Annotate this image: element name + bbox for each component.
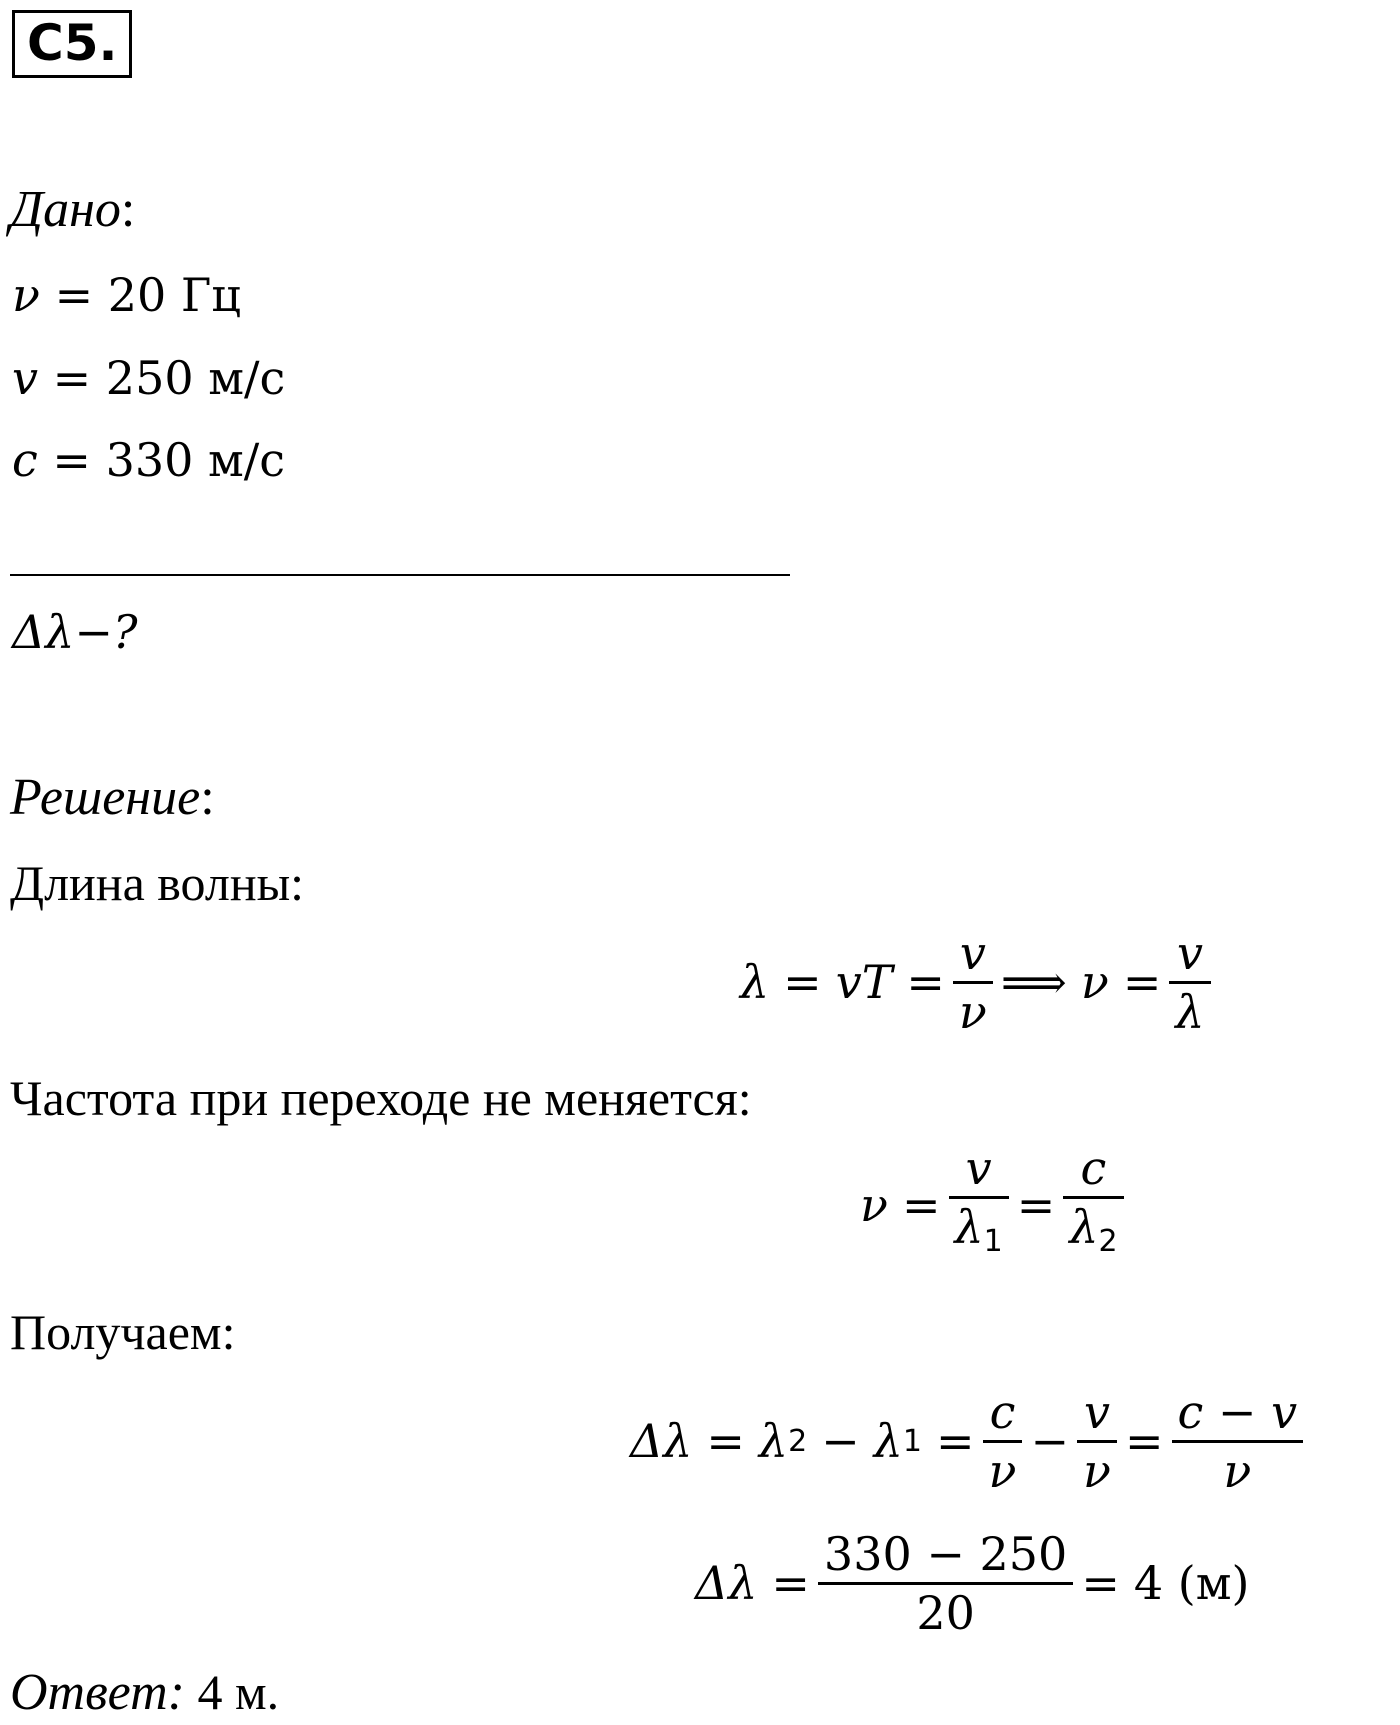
eq3-lambda-1: λ	[873, 1414, 903, 1468]
given-symbol: v	[12, 351, 38, 405]
eq1-fraction-1	[953, 925, 993, 1040]
given-heading-text: Дано	[10, 181, 121, 238]
solution-heading-colon: :	[200, 769, 215, 826]
given-equals: =	[54, 268, 94, 322]
frequency-note: Частота при переходе не меняется:	[10, 1070, 752, 1126]
eq3-equals-2: =	[935, 1414, 975, 1468]
fraction-denominator: 20	[916, 1585, 975, 1640]
fraction-denominator	[949, 1199, 1009, 1270]
subscript: 1	[902, 1423, 922, 1459]
solution-heading	[10, 768, 215, 828]
solution-heading-text: Решение	[10, 769, 201, 826]
fraction-numerator: v	[1084, 1384, 1111, 1439]
find-line: Δλ−?	[12, 605, 138, 659]
eq4-equals-2: =	[1081, 1556, 1120, 1610]
lambda-symbol: λ	[954, 1200, 984, 1254]
given-symbol: ν	[12, 268, 40, 322]
eq4-result: 4 (м)	[1133, 1556, 1250, 1610]
eq3-fraction-3	[1172, 1384, 1304, 1499]
eq3-equals: =	[706, 1414, 745, 1468]
answer-value: 4 м.	[197, 1664, 280, 1720]
eq1-nu: ν	[1080, 955, 1109, 1009]
eq1-equals-2: =	[906, 955, 945, 1009]
given-heading	[10, 180, 135, 240]
equation-wavelength	[740, 920, 1219, 1044]
eq3-equals-3: =	[1125, 1414, 1164, 1468]
eq1-implies: ⟹	[1000, 955, 1067, 1009]
eq2-fraction-2	[1063, 1140, 1123, 1270]
given-equals: =	[52, 433, 91, 487]
eq1-equals: =	[783, 955, 822, 1009]
fraction-numerator: c	[989, 1384, 1016, 1439]
eq1-mid: vT	[835, 955, 893, 1009]
fraction-denominator: ν	[1223, 1443, 1252, 1498]
given-symbol: c	[12, 433, 38, 487]
equation-numeric	[695, 1518, 1249, 1648]
fraction-numerator: c − v	[1177, 1384, 1298, 1439]
given-equals: =	[52, 351, 92, 405]
subscript: 2	[788, 1423, 808, 1459]
fraction-denominator: λ	[1175, 984, 1205, 1039]
fraction-denominator: ν	[1083, 1443, 1111, 1498]
problem-label: С5.	[12, 10, 132, 78]
eq3-fraction-2	[1077, 1384, 1117, 1499]
subscript: 1	[983, 1224, 1003, 1259]
wavelength-label: Длина волны:	[10, 855, 305, 911]
eq3-minus: −	[821, 1414, 860, 1468]
given-line-sound-speed	[12, 432, 285, 488]
given-line-speed	[12, 350, 285, 406]
eq4-fraction	[818, 1526, 1073, 1641]
given-value: 330 м/с	[105, 433, 286, 487]
eq3-fraction-1	[983, 1384, 1023, 1499]
eq4-lhs: Δλ	[695, 1556, 758, 1610]
fraction-numerator: 330 − 250	[823, 1526, 1068, 1581]
eq1-lhs: λ	[740, 955, 770, 1009]
fraction-numerator: c	[1080, 1141, 1107, 1195]
eq2-lhs: ν	[860, 1178, 888, 1232]
fraction-denominator: ν	[988, 1443, 1017, 1498]
given-line-frequency	[12, 267, 241, 323]
result-label: Получаем:	[10, 1304, 236, 1360]
eq1-fraction-2	[1169, 925, 1210, 1040]
eq3-lambda-2: λ	[758, 1414, 789, 1468]
fraction-numerator: v	[959, 925, 986, 980]
given-value: 250 м/с	[105, 351, 286, 405]
answer-label: Ответ:	[10, 1664, 185, 1721]
fraction-numerator: v	[1176, 925, 1203, 980]
fraction-denominator	[1063, 1199, 1123, 1270]
lambda-symbol: λ	[1069, 1200, 1099, 1254]
fraction-numerator: v	[965, 1141, 992, 1195]
subscript: 2	[1098, 1224, 1118, 1259]
answer-line	[10, 1662, 279, 1723]
eq2-fraction-1	[949, 1140, 1009, 1270]
eq4-equals: =	[771, 1556, 810, 1610]
equation-delta-lambda	[630, 1378, 1311, 1504]
equation-frequency	[860, 1142, 1132, 1268]
fraction-denominator: ν	[958, 984, 987, 1039]
given-divider	[10, 574, 790, 576]
eq2-equals: =	[901, 1178, 941, 1232]
given-value: 20 Гц	[107, 268, 241, 322]
eq1-equals-3: =	[1122, 955, 1162, 1009]
eq2-equals-2: =	[1016, 1178, 1056, 1232]
given-heading-colon: :	[120, 181, 136, 238]
eq3-lhs: Δλ	[630, 1414, 693, 1468]
eq3-minus-2: −	[1030, 1414, 1070, 1468]
